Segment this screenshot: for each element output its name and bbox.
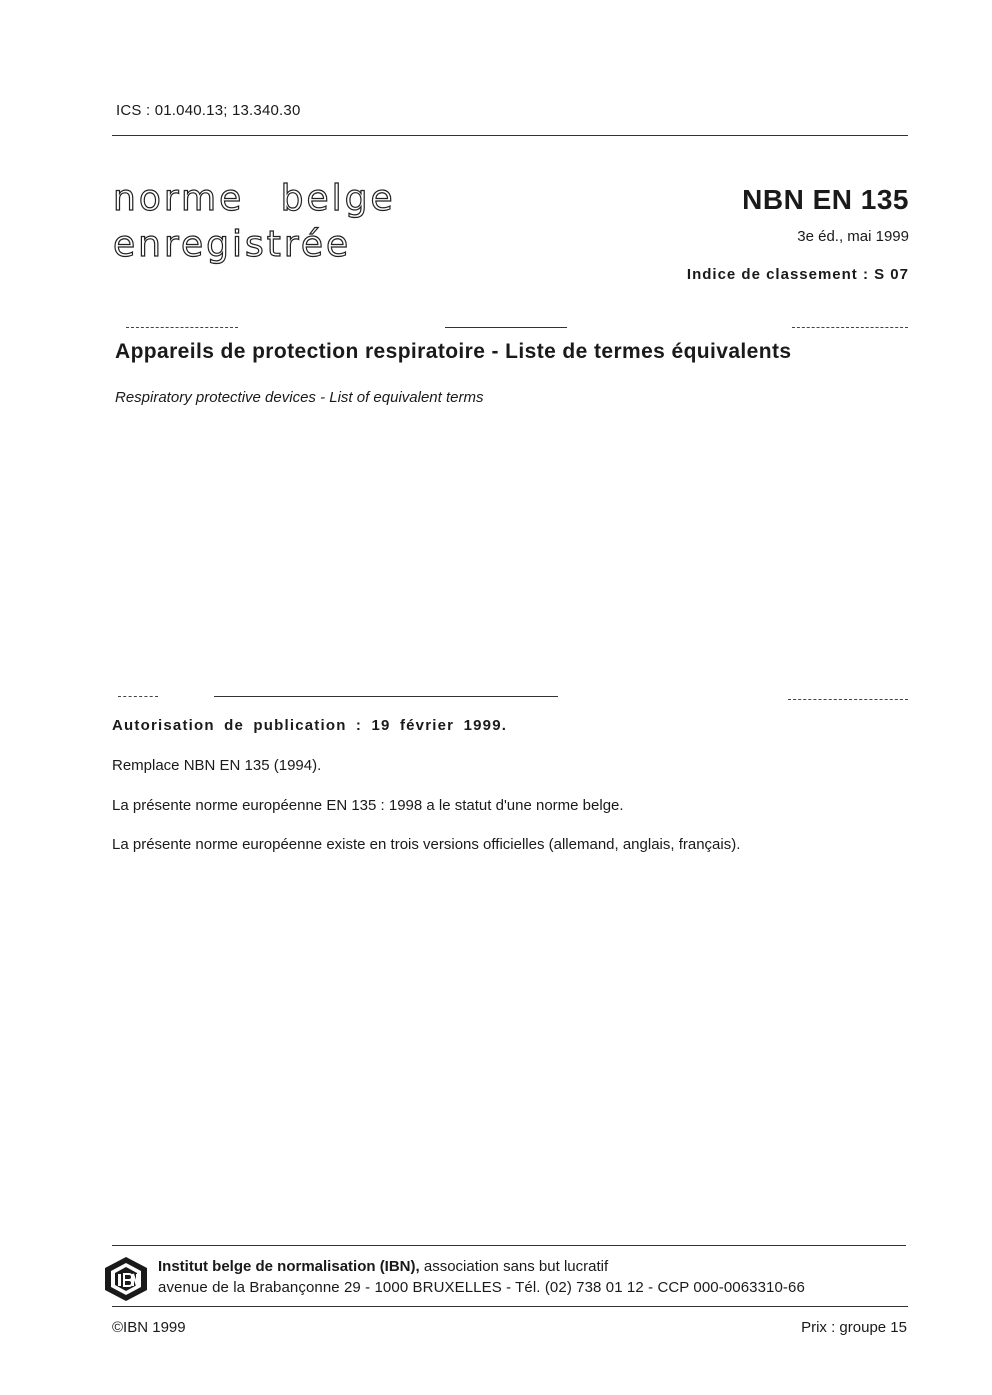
status-note: La présente norme européenne EN 135 : 1998 a le statut d'une norme belge.: [112, 797, 624, 814]
price-group: Prix : groupe 15: [801, 1319, 907, 1336]
title-divider-right: [792, 327, 908, 328]
organisation-description: association sans but lucratif: [419, 1258, 609, 1275]
brand-line-2: enregistrée: [113, 224, 352, 265]
publication-divider-right: [788, 699, 908, 700]
standard-code: NBN EN 135: [742, 184, 909, 215]
publication-divider-left: [118, 696, 158, 697]
copyright-notice: ©IBN 1999: [112, 1319, 186, 1336]
title-divider-left: [126, 327, 238, 328]
copyright-divider: [112, 1306, 908, 1307]
organisation-line: [158, 1258, 608, 1275]
footer-divider: [112, 1245, 906, 1246]
ibn-logo-icon: [103, 1256, 149, 1302]
ics-code: ICS : 01.040.13; 13.340.30: [116, 102, 301, 119]
publication-divider-middle: [214, 696, 558, 697]
document-title-fr: Appareils de protection respiratoire - Liste de termes équivalents: [115, 340, 792, 363]
publication-authorisation: Autorisation de publication : 19 février 1999.: [112, 717, 508, 734]
replaces-note: Remplace NBN EN 135 (1994).: [112, 757, 322, 774]
classification-index: Indice de classement : S 07: [686, 266, 909, 283]
brand-line-1: norme belge: [113, 178, 396, 219]
organisation-address: avenue de la Brabançonne 29 - 1000 BRUXELLES - Tél. (02) 738 01 12 - CCP 000-0063310-66: [158, 1279, 805, 1296]
header-divider: [112, 135, 908, 136]
title-divider-middle: [445, 327, 567, 328]
organisation-name: Institut belge de normalisation (IBN),: [158, 1258, 420, 1275]
document-title-en: Respiratory protective devices - List of equivalent terms: [115, 389, 484, 406]
versions-note: La présente norme européenne existe en trois versions officielles (allemand, anglais, français).: [112, 836, 741, 853]
standard-edition: 3e éd., mai 1999: [797, 228, 909, 245]
